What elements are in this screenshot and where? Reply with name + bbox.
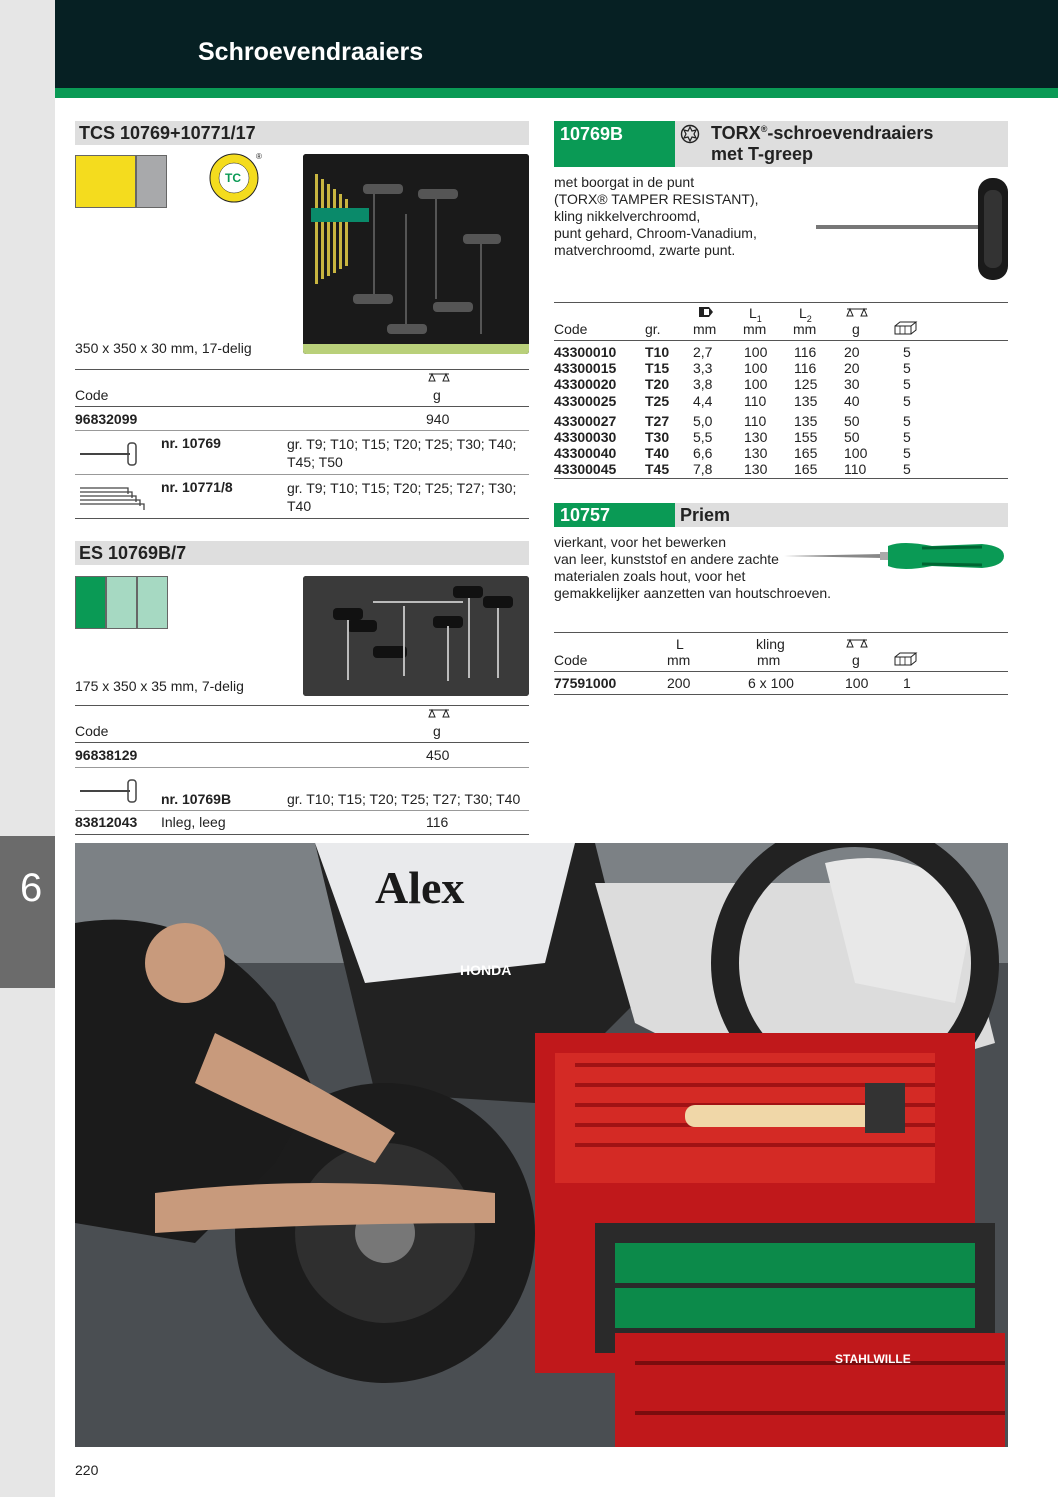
es-col-g: g	[433, 723, 441, 739]
torx-h-l1: L	[749, 305, 757, 321]
torx-cell-pack: 5	[903, 412, 911, 429]
torx-cell-code: 43300027	[554, 412, 617, 429]
priem-title-box	[675, 503, 1008, 527]
tcs-item-2-desc: gr. T9; T10; T15; T20; T25; T27; T30; T40	[287, 480, 517, 514]
torx-title-c: met T-greep	[711, 144, 814, 164]
torx-bit-size-icon	[697, 305, 715, 319]
priem-h-l: L	[676, 636, 684, 652]
tcs-code: 96832099	[75, 411, 138, 427]
hex-key-set-icon	[78, 480, 154, 512]
t-handle-screwdriver-icon	[78, 777, 148, 805]
torx-code-label: 10769B	[560, 124, 624, 144]
tcs-item-1-nr: nr. 10769	[161, 435, 221, 451]
torx-cell-size: T45	[645, 461, 670, 478]
es-title: ES 10769B/7	[79, 543, 187, 563]
torx-cell-size: T30	[645, 429, 670, 445]
torx-cell-tip: 4,4	[693, 392, 713, 409]
priem-h-g: g	[852, 652, 860, 668]
priem-blade: 6 x 100	[748, 675, 794, 691]
torx-cell-tip: 5,0	[693, 412, 713, 429]
torx-title-box	[675, 121, 1008, 167]
es-color-swatch-mint-2	[137, 576, 168, 629]
es-color-swatch-green	[75, 576, 106, 629]
torx-cell-pack: 5	[903, 392, 911, 409]
torx-title-b: -schroevendraaiers	[767, 123, 934, 143]
priem-rule-top	[554, 632, 1008, 633]
priem-code-label: 10757	[560, 505, 611, 525]
es-code: 96838129	[75, 747, 138, 763]
priem-code-box	[554, 503, 675, 527]
chapter-tab[interactable]	[0, 836, 55, 988]
t-handle-screwdriver-photo	[808, 170, 1008, 285]
torx-cell-weight: 50	[844, 412, 860, 429]
tcs-col-g: g	[433, 387, 441, 403]
es-dimensions: 175 x 350 x 35 mm, 7-delig	[75, 678, 244, 694]
torx-cell-weight: 40	[844, 392, 860, 409]
torx-cell-pack: 5	[903, 360, 911, 377]
torx-cell-size: T10	[645, 344, 670, 360]
torx-code-box	[554, 121, 675, 167]
page-title: Schroevendraaiers	[198, 38, 424, 66]
tcs-weight: 940	[426, 411, 450, 427]
photo-honda-text: HONDA	[460, 962, 512, 978]
priem-desc-line: van leer, kunststof en andere zachte	[554, 551, 779, 567]
torx-cell-weight: 30	[844, 376, 860, 393]
torx-cell-l2: 135	[794, 392, 818, 409]
torx-cell-tip: 3,3	[693, 360, 713, 377]
torx-h-mm3: mm	[793, 321, 817, 337]
torx-cell-l2: 135	[794, 412, 818, 429]
torx-cell-size: T40	[645, 445, 670, 462]
torx-cell-pack: 5	[903, 429, 911, 445]
weight-scale-icon	[845, 307, 869, 319]
torx-cell-l1: 130	[744, 445, 768, 462]
priem-code: 77591000	[554, 675, 617, 691]
priem-length: 200	[667, 675, 691, 691]
left-sidebar	[0, 0, 55, 1497]
torx-reg: ®	[760, 124, 768, 134]
es-rule-2	[75, 810, 529, 811]
priem-desc-line: vierkant, voor het bewerken	[554, 534, 726, 550]
torx-cell-weight: 110	[844, 461, 867, 478]
torx-cell-tip: 3,8	[693, 376, 713, 393]
es-rule-header	[75, 742, 529, 743]
torx-cell-size: T15	[645, 360, 670, 377]
es-tray-photo	[303, 576, 529, 696]
torx-cell-tip: 7,8	[693, 461, 713, 478]
es-inlay-desc: Inleg, leeg	[161, 814, 226, 830]
torx-h-l1sub: 1	[756, 313, 762, 324]
torx-cell-l2: 125	[794, 376, 818, 393]
torx-cell-tip: 6,6	[693, 445, 713, 462]
tcs-rule-top	[75, 369, 529, 370]
torx-cell-code: 43300010	[554, 344, 617, 360]
priem-h-mm1: mm	[667, 652, 691, 668]
torx-desc-line: punt gehard, Chroom-Vanadium,	[554, 225, 757, 241]
priem-title: Priem	[680, 505, 731, 525]
torx-h-l2sub: 2	[806, 313, 812, 324]
torx-cell-code: 43300045	[554, 461, 617, 478]
torx-cell-pack: 5	[903, 445, 911, 462]
torx-cell-l2: 155	[794, 429, 818, 445]
es-rule-top	[75, 705, 529, 706]
torx-h-mm2: mm	[743, 321, 767, 337]
priem-h-kling: kling	[756, 636, 785, 652]
torx-title-a: TORX	[711, 123, 761, 143]
torx-cell-size: T25	[645, 392, 670, 409]
tcs-rule-1	[75, 430, 529, 431]
torx-cell-l2: 165	[794, 445, 818, 462]
tcs-item-1-desc: gr. T9; T10; T15; T20; T25; T30; T40; T45; T50	[287, 436, 517, 470]
torx-cell-code: 43300030	[554, 429, 617, 445]
photo-brand-text: STAHLWILLE	[835, 1352, 911, 1366]
weight-scale-icon	[427, 708, 451, 720]
torx-cell-l2: 116	[794, 344, 817, 360]
torx-desc-line: (TORX® TAMPER RESISTANT),	[554, 191, 759, 207]
weight-scale-icon	[427, 372, 451, 384]
torx-cell-l1: 110	[744, 412, 767, 429]
torx-desc-line: kling nikkelverchroomd,	[554, 208, 701, 224]
torx-cell-code: 43300040	[554, 445, 617, 462]
torx-h-gr: gr.	[645, 321, 661, 337]
torx-rule-top	[554, 302, 1008, 303]
torx-cell-l2: 116	[794, 360, 817, 377]
es-item-desc: gr. T10; T15; T20; T25; T27; T30; T40	[287, 791, 521, 807]
es-rule-bottom	[75, 834, 529, 835]
priem-rule-bottom	[554, 694, 1008, 695]
torx-cell-pack: 5	[903, 344, 911, 360]
t-handle-screwdriver-icon	[78, 440, 148, 468]
tc-system-logo-icon	[206, 150, 266, 206]
priem-rule-header	[554, 671, 1008, 672]
torx-rule-bottom	[554, 478, 1008, 479]
svg-text:®: ®	[256, 152, 262, 161]
package-unit-icon	[893, 321, 919, 335]
torx-h-g: g	[852, 321, 860, 337]
tcs-tray-photo	[303, 154, 529, 354]
awl-photo	[782, 536, 1008, 576]
torx-cell-size: T27	[645, 412, 670, 429]
workshop-photo	[75, 843, 1008, 1447]
torx-cell-weight: 20	[844, 344, 860, 360]
priem-desc-line: gemakkelijker aanzetten van houtschroeven.	[554, 585, 832, 601]
es-title-bar	[75, 541, 529, 565]
torx-cell-pack: 5	[903, 376, 911, 393]
torx-cell-l1: 130	[744, 461, 768, 478]
header-stripe	[55, 88, 1058, 98]
torx-h-mm1: mm	[693, 321, 717, 337]
priem-desc-line: materialen zoals hout, voor het	[554, 568, 746, 584]
torx-desc-line: matverchroomd, zwarte punt.	[554, 242, 736, 258]
priem-weight: 100	[845, 675, 869, 691]
page-number: 220	[75, 1462, 99, 1478]
torx-cell-l1: 130	[744, 429, 768, 445]
torx-cell-l2: 165	[794, 461, 818, 478]
torx-profile-icon	[680, 124, 700, 144]
package-unit-icon	[893, 652, 919, 666]
es-color-swatch-mint-1	[106, 576, 137, 629]
torx-cell-tip: 2,7	[693, 344, 713, 360]
priem-h-mm2: mm	[757, 652, 781, 668]
torx-rule-header	[554, 340, 1008, 341]
weight-scale-icon	[845, 638, 869, 650]
photo-bike-text: Alex	[375, 862, 465, 913]
torx-cell-l1: 110	[744, 392, 767, 409]
priem-h-code: Code	[554, 652, 588, 668]
es-item-nr: nr. 10769B	[161, 791, 232, 807]
tcs-rule-2	[75, 474, 529, 475]
torx-desc-line: met boorgat in de punt	[554, 174, 695, 190]
torx-cell-weight: 100	[844, 445, 868, 462]
tcs-rule-header	[75, 406, 529, 407]
tcs-title-bar	[75, 121, 529, 145]
svg-text:TC: TC	[225, 171, 241, 185]
torx-cell-size: T20	[645, 376, 670, 393]
tcs-col-code: Code	[75, 387, 109, 403]
es-inlay-code: 83812043	[75, 814, 138, 830]
tcs-dimensions: 350 x 350 x 30 mm, 17-delig	[75, 340, 252, 356]
torx-cell-code: 43300015	[554, 360, 617, 377]
torx-cell-l1: 100	[744, 376, 768, 393]
torx-cell-code: 43300025	[554, 392, 617, 409]
es-inlay-weight: 116	[426, 814, 449, 830]
torx-cell-l1: 100	[744, 344, 768, 360]
chapter-number: 6	[20, 866, 43, 910]
tcs-item-2-nr: nr. 10771/8	[161, 479, 233, 495]
torx-cell-code: 43300020	[554, 376, 617, 393]
priem-pack: 1	[903, 675, 911, 691]
torx-h-code: Code	[554, 321, 588, 337]
torx-cell-weight: 20	[844, 360, 860, 377]
torx-h-l2: L	[799, 305, 807, 321]
tcs-title: TCS 10769+10771/17	[79, 123, 256, 143]
tcs-color-swatch-yellow	[75, 155, 136, 208]
es-weight: 450	[426, 747, 450, 763]
torx-cell-weight: 50	[844, 429, 860, 445]
torx-cell-tip: 5,5	[693, 429, 713, 445]
torx-cell-pack: 5	[903, 461, 911, 478]
torx-description	[554, 174, 759, 259]
torx-cell-l1: 100	[744, 360, 768, 377]
es-col-code: Code	[75, 723, 109, 739]
tcs-rule-bottom	[75, 518, 529, 519]
tcs-color-swatch-grey	[136, 155, 167, 208]
es-rule-1	[75, 767, 529, 768]
